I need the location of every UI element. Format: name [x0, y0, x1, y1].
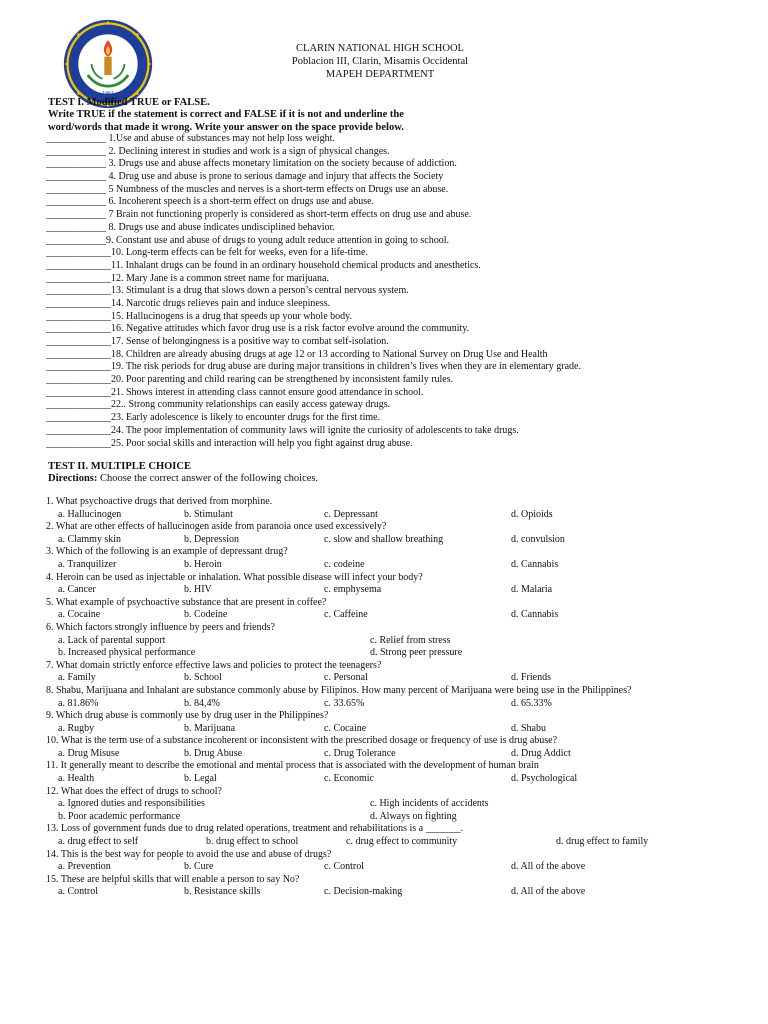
question-text: 12. What does the effect of drugs to school? — [46, 785, 222, 797]
true-false-item: _____________14. Narcotic drugs relieves pain and induce sleepiness. — [46, 297, 331, 309]
true-false-item: _____________19. The risk periods for drug abuse are during major transitions in children’s lives when they are in elementary grade. — [46, 361, 581, 373]
answer-choice: b. Drug Abuse — [184, 747, 243, 759]
answer-choice: b. Increased physical performance — [58, 647, 196, 659]
answer-choice: b. Depression — [184, 533, 239, 545]
answer-choice: d. Drug Addict — [511, 747, 571, 759]
choice-row — [46, 534, 746, 547]
answer-choice: a. Tranquilizer — [58, 558, 117, 570]
answer-choice: c. 33.65% — [324, 697, 365, 709]
test1-title: TEST I. Modified TRUE or FALSE. — [48, 97, 210, 108]
question-text: 7. What domain strictly enforce effective laws and policies to protect the teenagers? — [46, 659, 382, 671]
choice-row — [46, 698, 746, 711]
choice-row — [46, 836, 746, 849]
true-false-item: _____________12. Mary Jane is a common street name for marijuana. — [46, 272, 329, 284]
answer-choice: b. Poor academic performance — [58, 810, 181, 822]
answer-choice: b. Marijuana — [184, 722, 236, 734]
question-text: 14. This is the best way for people to avoid the use and abuse of drugs? — [46, 848, 332, 860]
true-false-item: _____________18. Children are already abusing drugs at age 12 or 13 according to National Survey on Drug Use and Health — [46, 348, 548, 360]
mc-question — [46, 874, 746, 899]
choice-row — [46, 509, 746, 522]
true-false-item: ____________ 4. Drug use and abuse is prone to serious damage and injury that affects the Society — [46, 171, 444, 183]
true-false-item: _____________13. Stimulant is a drug that slows down a person’s central nervous system. — [46, 285, 409, 297]
answer-choice: d. Psychological — [511, 773, 578, 785]
choice-row — [46, 609, 746, 622]
school-name: CLARIN NATIONAL HIGH SCHOOL — [296, 43, 464, 54]
answer-choice: a. Ignored duties and responsibilities — [58, 798, 205, 810]
question-text: 13. Loss of government funds due to drug related operations, treatment and rehabilitations is a _______. — [46, 823, 464, 835]
choice-row — [46, 773, 746, 786]
answer-choice: c. Cocaine — [324, 722, 367, 734]
choice-row — [46, 748, 746, 761]
answer-choice: a. Cancer — [58, 584, 96, 596]
answer-choice: b. drug effect to school — [206, 836, 299, 848]
question-text: 4. Heroin can be used as injectable or inhalation. What possible disease will infect your body? — [46, 571, 423, 583]
true-false-item: _____________11. Inhalant drugs can be found in an ordinary household chemical products and anesthetics. — [46, 259, 481, 271]
mc-question — [46, 521, 746, 546]
answer-choice: d. convulsion — [511, 533, 565, 545]
answer-choice: d. All of the above — [511, 861, 586, 873]
answer-choice: b. School — [184, 672, 222, 684]
mc-question — [46, 597, 746, 622]
school-address: Poblacion III, Clarin, Misamis Occidental — [291, 56, 469, 67]
mc-question — [46, 496, 746, 521]
mc-question — [46, 849, 746, 874]
mc-question — [46, 823, 746, 848]
answer-choice: c. Decision-making — [324, 886, 403, 898]
answer-choice: b. Codeine — [184, 609, 228, 621]
true-false-item: _____________24. The poor implementation of community laws will ignite the curiosity of adolescents to take drugs. — [46, 424, 519, 436]
true-false-item: ____________ 8. Drugs use and abuse indicates undisciplined behavior. — [46, 221, 335, 233]
mc-question — [46, 710, 746, 735]
answer-choice: c. Control — [324, 861, 364, 873]
choice-row — [46, 811, 746, 824]
answer-choice: a. Control — [58, 886, 98, 898]
true-false-item: ____________ 5 Numbness of the muscles and nerves is a short-term effects on Drugs use an abuse. — [46, 183, 449, 195]
answer-choice: c. emphysema — [324, 584, 382, 596]
answer-choice: a. drug effect to self — [58, 836, 139, 848]
answer-choice: c. Personal — [324, 672, 368, 684]
test1-instruction-line: word/words that made it wrong. Write your answer on the space provide below. — [48, 122, 404, 133]
true-false-item: _____________23. Early adolescence is likely to encounter drugs for the first time. — [46, 412, 381, 424]
answer-choice: b. Resistance skills — [184, 886, 261, 898]
test2-directions — [48, 472, 318, 485]
answer-choice: a. Family — [58, 672, 96, 684]
choice-row — [46, 861, 746, 874]
directions-label: Directions: — [48, 473, 98, 484]
answer-choice: c. High incidents of accidents — [370, 798, 489, 810]
true-false-item: ____________ 6. Incoherent speech is a short-term effect on drugs use and abuse. — [46, 196, 375, 208]
mc-question — [46, 760, 746, 785]
mc-question — [46, 572, 746, 597]
question-text: 3. Which of the following is an example of depressant drug? — [46, 546, 288, 558]
choice-row — [46, 584, 746, 597]
answer-choice: c. Depressant — [324, 508, 378, 520]
answer-choice: c. Economic — [324, 773, 374, 785]
answer-choice: b. Heroin — [184, 558, 222, 570]
true-false-item: _____________16. Negative attitudes which favor drug use is a risk factor evolve around the community. — [46, 323, 470, 335]
true-false-item: ____________ 1.Use and abuse of substances may not help loss weight. — [46, 133, 335, 144]
question-text: 8. Shabu, Marijuana and Inhalant are substance commonly abuse by Filipinos. How many percent of Marijuana were being use in the Philippines? — [46, 684, 632, 696]
answer-choice: d. drug effect to family — [556, 836, 649, 848]
answer-choice: b. Cure — [184, 861, 214, 873]
mc-question — [46, 622, 746, 660]
test2-title: TEST II. MULTIPLE CHOICE — [48, 461, 191, 472]
svg-text:1963: 1963 — [102, 91, 114, 97]
true-false-item: ____________ 7 Brain not functioning properly is considered as short-term effects on drug use and abuse. — [46, 209, 472, 221]
question-text: 15. These are helpful skills that will enable a person to say No? — [46, 873, 300, 885]
true-false-item: _____________21. Shows interest in attending class cannot ensure good attendance in school. — [46, 386, 424, 398]
true-false-item: _____________17. Sense of belongingness is a positive way to combat self-isolation. — [46, 336, 389, 347]
answer-choice: c. slow and shallow breathing — [324, 533, 444, 545]
true-false-item: ____________ 2. Declining interest in studies and work is a sign of physical changes. — [46, 145, 390, 157]
answer-choice: d. Opioids — [511, 508, 553, 520]
true-false-item: ____________9. Constant use and abuse of drugs to young adult reduce attention in going to school. — [46, 234, 449, 246]
mc-question — [46, 685, 746, 710]
question-text: 11. It generally meant to describe the emotional and mental process that is associated with the development of human brain — [46, 760, 539, 772]
true-false-item: _____________20. Poor parenting and child rearing can be strengthened by inconsistent family rules. — [46, 374, 454, 386]
answer-choice: c. Relief from stress — [370, 634, 451, 646]
choice-row — [46, 798, 746, 811]
directions-text: Choose the correct answer of the following choices. — [97, 473, 319, 484]
choice-row — [46, 672, 746, 685]
choice-row — [46, 886, 746, 899]
answer-choice: d. Cannabis — [511, 558, 559, 570]
answer-choice: c. Caffeine — [324, 609, 368, 621]
answer-choice: a. Clammy skin — [58, 533, 122, 545]
true-false-item: _____________15. Hallucinogens is a drug that speeds up your whole body. — [46, 310, 352, 322]
answer-choice: a. Lack of parental support — [58, 634, 166, 646]
answer-choice: a. 81.86% — [58, 697, 99, 709]
answer-choice: d. All of the above — [511, 886, 586, 898]
answer-choice: d. Strong peer pressure — [370, 647, 463, 659]
answer-choice: b. 84,4% — [184, 697, 220, 709]
choice-row — [46, 647, 746, 660]
document-header — [230, 42, 530, 81]
department-name: MAPEH DEPARTMENT — [325, 69, 435, 80]
answer-choice: d. Malaria — [511, 584, 553, 596]
answer-choice: c. Drug Tolerance — [324, 747, 396, 759]
true-false-item: _____________22.. Strong community relationships can easily access gateway drugs. — [46, 399, 391, 411]
answer-choice: b. Stimulant — [184, 508, 233, 520]
answer-choice: a. Hallucinogen — [58, 508, 122, 520]
answer-choice: c. drug effect to community — [346, 836, 458, 848]
answer-choice: a. Cocaine — [58, 609, 101, 621]
true-false-item: _____________10. Long-term effects can be felt for weeks, even for a life-time. — [46, 247, 368, 259]
question-text: 9. Which drug abuse is commonly use by drug user in the Philippines? — [46, 710, 329, 722]
answer-choice: c. codeine — [324, 558, 365, 570]
answer-choice: d. Friends — [511, 672, 551, 684]
choice-row — [46, 635, 746, 648]
mc-question — [46, 546, 746, 571]
true-false-item: _____________25. Poor social skills and interaction will help you fight against drug abuse. — [46, 437, 413, 449]
answer-choice: d. Always on fighting — [370, 810, 457, 822]
true-false-item: ____________ 3. Drugs use and abuse affects monetary limitation on the society because of addiction. — [46, 158, 457, 170]
mc-question — [46, 786, 746, 824]
question-text: 1. What psychoactive drugs that derived from morphine. — [46, 496, 273, 507]
multiple-choice-list — [46, 496, 746, 899]
answer-choice: b. HIV — [184, 584, 212, 596]
test1-items-list — [46, 133, 746, 450]
question-text: 2. What are other effects of hallucinogen aside from paranoia once used excessively? — [46, 521, 387, 533]
mc-question — [46, 735, 746, 760]
question-text: 5. What example of psychoactive substance that are present in coffee? — [46, 596, 327, 608]
answer-choice: d. 65.33% — [511, 697, 552, 709]
answer-choice: a. Prevention — [58, 861, 111, 873]
question-text: 6. Which factors strongly influence by peers and friends? — [46, 621, 275, 633]
test1-instructions — [48, 108, 468, 134]
answer-choice: b. Legal — [184, 773, 217, 785]
test1-instruction-line: Write TRUE if the statement is correct and FALSE if it is not and underline the — [48, 109, 404, 120]
question-text: 10. What is the term use of a substance incoherent or inconsistent with the prescribed dosage or frequency of use is drug abuse? — [46, 735, 558, 747]
answer-choice: d. Shabu — [511, 722, 546, 734]
mc-question — [46, 660, 746, 685]
answer-choice: a. Health — [58, 773, 95, 785]
choice-row — [46, 723, 746, 736]
answer-choice: a. Drug Misuse — [58, 747, 120, 759]
answer-choice: d. Cannabis — [511, 609, 559, 621]
answer-choice: a. Rugby — [58, 722, 95, 734]
choice-row — [46, 559, 746, 572]
